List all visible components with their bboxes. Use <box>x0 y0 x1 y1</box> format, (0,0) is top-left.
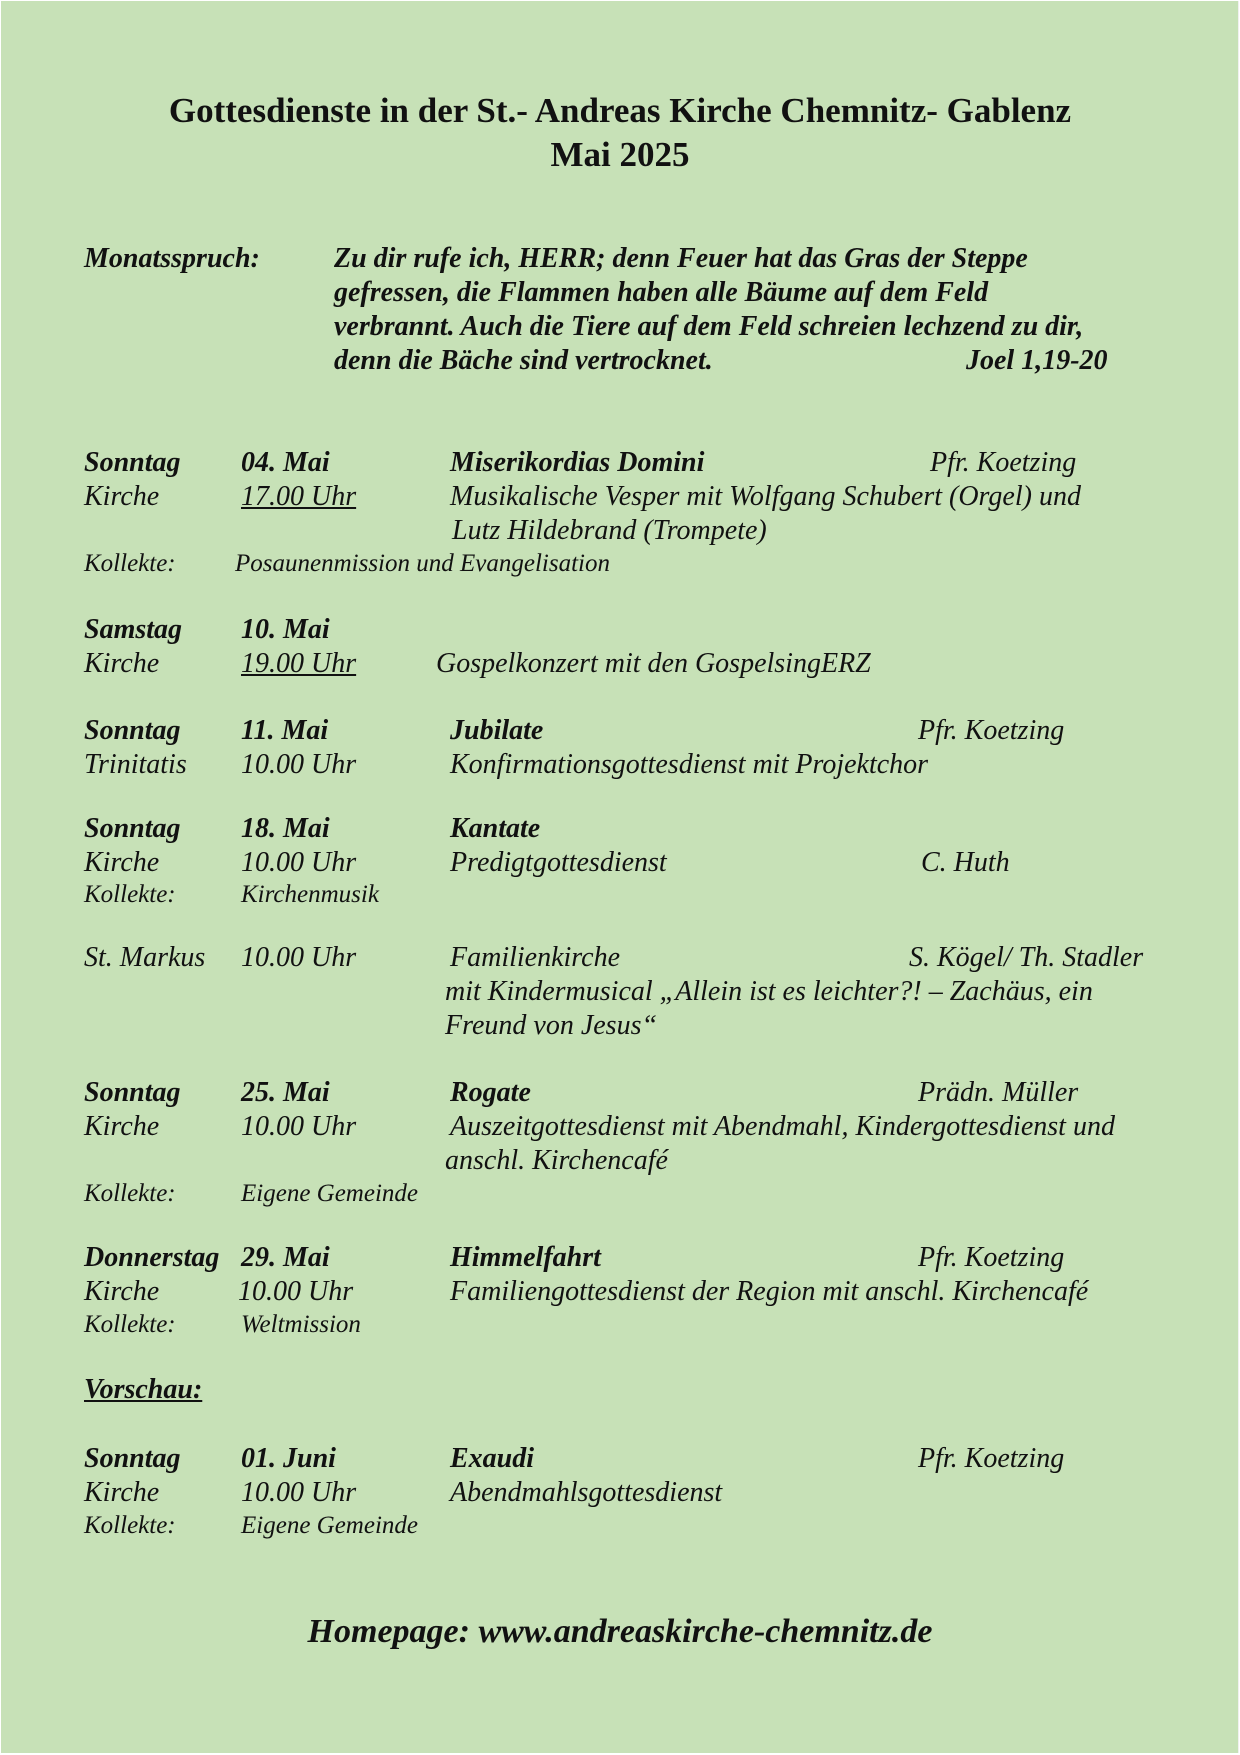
service-time: 10.00 Uhr <box>241 942 357 973</box>
service-name: Himmelfahrt <box>450 1242 601 1273</box>
collection-purpose: Weltmission <box>241 1311 361 1338</box>
page <box>1 1 1239 1753</box>
service-name: Exaudi <box>450 1443 535 1474</box>
service-date: 01. Juni <box>241 1443 336 1474</box>
service-location: Kirche <box>84 1111 160 1142</box>
collection-label: Kollekte: <box>84 881 176 908</box>
service-date: 04. Mai <box>241 447 330 478</box>
service-time: 10.00 Uhr <box>238 1276 354 1307</box>
service-day: Donnerstag <box>84 1242 220 1273</box>
service-pastor: Pfr. Koetzing <box>930 447 1077 478</box>
service-day: Sonntag <box>84 1077 181 1108</box>
service-pastor: Pfr. Koetzing <box>918 1242 1065 1273</box>
service-pastor: Pfr. Koetzing <box>918 1443 1065 1474</box>
service-day: Sonntag <box>84 715 181 746</box>
service-day: Sonntag <box>84 447 181 478</box>
service-name: Rogate <box>450 1077 531 1108</box>
service-day: Sonntag <box>84 1443 181 1474</box>
service-date: 18. Mai <box>241 813 330 844</box>
service-description: anschl. Kirchencafé <box>445 1145 668 1176</box>
service-location: Kirche <box>84 648 160 679</box>
service-date: 25. Mai <box>241 1077 330 1108</box>
service-pastor: S. Kögel/ Th. Stadler <box>909 942 1144 973</box>
service-description: Konfirmationsgottesdienst mit Projektchor <box>450 749 929 780</box>
page-title: Gottesdienste in der St.- Andreas Kirche Chemnitz- Gablenz <box>168 91 1072 130</box>
service-location: St. Markus <box>84 942 206 973</box>
service-day: Samstag <box>84 614 183 645</box>
collection-label: Kollekte: <box>84 550 176 577</box>
monthly-verse-line: denn die Bäche sind vertrocknet. <box>334 345 713 376</box>
service-description: Abendmahlsgottesdienst <box>450 1477 723 1508</box>
collection-label: Kollekte: <box>84 1512 176 1539</box>
monthly-verse-label: Monatsspruch: <box>84 243 260 274</box>
service-location: Kirche <box>84 481 160 512</box>
service-time: 10.00 Uhr <box>241 1477 357 1508</box>
service-date: 29. Mai <box>241 1242 330 1273</box>
service-name: Miserikordias Domini <box>450 447 705 478</box>
collection-purpose: Eigene Gemeinde <box>241 1512 419 1539</box>
monthly-verse-line: Zu dir rufe ich, HERR; denn Feuer hat das Gras der Steppe <box>334 243 1028 274</box>
service-description: mit Kindermusical „Allein ist es leichter?! – Zachäus, ein <box>445 976 1093 1007</box>
collection-label: Kollekte: <box>84 1180 176 1207</box>
service-description: Freund von Jesus“ <box>445 1010 658 1041</box>
service-location: Trinitatis <box>84 749 187 780</box>
monthly-verse-reference: Joel 1,19-20 <box>966 345 1108 376</box>
collection-purpose: Posaunenmission und Evangelisation <box>235 550 610 577</box>
service-location: Kirche <box>84 1477 160 1508</box>
service-day: Sonntag <box>84 813 181 844</box>
service-description: Gospelkonzert mit den GospelsingERZ <box>436 648 871 679</box>
service-location: Kirche <box>84 847 160 878</box>
collection-label: Kollekte: <box>84 1311 176 1338</box>
monthly-verse-line: gefressen, die Flammen haben alle Bäume auf dem Feld <box>334 277 989 308</box>
preview-heading: Vorschau: <box>84 1374 203 1405</box>
service-time: 10.00 Uhr <box>241 847 357 878</box>
homepage-link[interactable]: Homepage: www.andreaskirche-chemnitz.de <box>307 1613 933 1650</box>
service-time: 10.00 Uhr <box>241 749 357 780</box>
service-description: Auszeitgottesdienst mit Abendmahl, Kindergottesdienst und <box>450 1111 1115 1142</box>
collection-purpose: Kirchenmusik <box>241 881 379 908</box>
service-location: Kirche <box>84 1276 160 1307</box>
collection-purpose: Eigene Gemeinde <box>241 1180 419 1207</box>
monthly-verse-line: verbrannt. Auch die Tiere auf dem Feld schreien lechzend zu dir, <box>334 311 1084 342</box>
service-date: 11. Mai <box>241 715 329 746</box>
service-name: Jubilate <box>450 715 544 746</box>
service-time: 19.00 Uhr <box>241 648 357 679</box>
service-date: 10. Mai <box>241 614 330 645</box>
service-time: 17.00 Uhr <box>241 481 357 512</box>
service-time: 10.00 Uhr <box>241 1111 357 1142</box>
service-description: Familienkirche <box>450 942 621 973</box>
service-description: Musikalische Vesper mit Wolfgang Schubert (Orgel) und <box>450 481 1081 512</box>
page-subtitle-month: Mai 2025 <box>550 135 690 174</box>
service-pastor: Prädn. Müller <box>918 1077 1079 1108</box>
service-pastor: C. Huth <box>921 847 1010 878</box>
service-name: Kantate <box>450 813 541 844</box>
service-pastor: Pfr. Koetzing <box>918 715 1065 746</box>
service-description: Familiengottesdienst der Region mit anschl. Kirchencafé <box>450 1276 1089 1307</box>
service-description: Lutz Hildebrand (Trompete) <box>452 515 767 546</box>
service-description: Predigtgottesdienst <box>450 847 667 878</box>
